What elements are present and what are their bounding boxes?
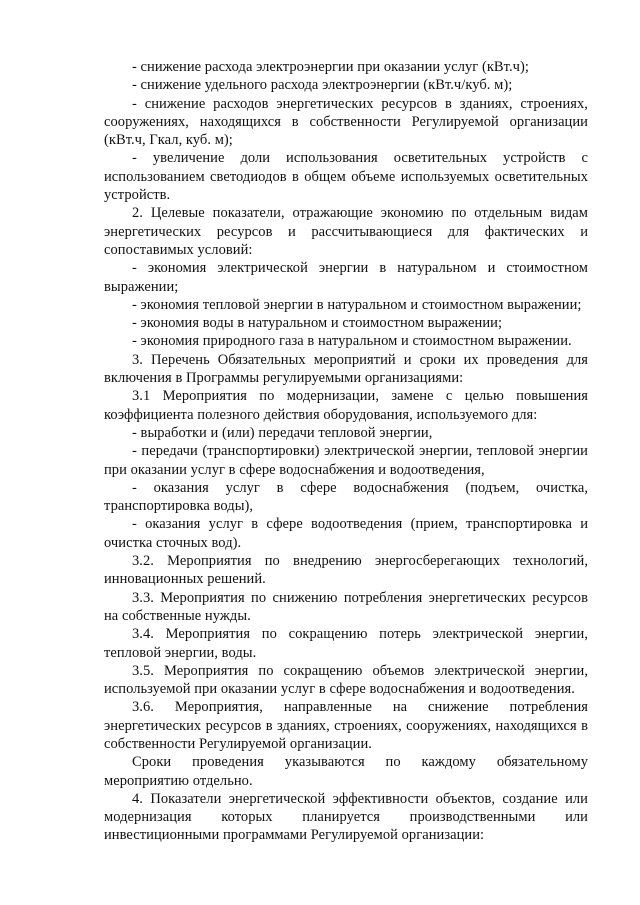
paragraph-16: 3.2. Мероприятия по внедрению энергосберегающих технологий, инновационных решений. (104, 553, 588, 588)
paragraph-12: - выработки и (или) передачи тепловой энергии, (132, 424, 433, 441)
paragraph-4: - увеличение доли использования осветительных устройств с использованием светодиодов в общем объеме используемых осветительных устройств. (104, 150, 588, 204)
paragraph-17: 3.3. Мероприятия по снижению потребления энергетических ресурсов на собственные нужды. (104, 589, 588, 624)
paragraph-6: - экономия электрической энергии в натуральном и стоимостном выражении; (104, 260, 588, 295)
paragraph-3: - снижение расходов энергетических ресурсов в зданиях, строениях, сооружениях, находящихся в собственности Регулируемой организации (кВт.ч, Гкал, куб. м); (104, 95, 588, 149)
paragraph-18: 3.4. Мероприятия по сокращению потерь электрической энергии, тепловой энергии, воды. (104, 626, 588, 661)
paragraph-21: Сроки проведения указываются по каждому обязательному мероприятию отдельно. (104, 754, 588, 789)
paragraph-5: 2. Целевые показатели, отражающие экономию по отдельным видам энергетических ресурсов и рассчитывающиеся для фактических и сопоставимых условий: (104, 205, 588, 258)
paragraph-13: - передачи (транспортировки) электрической энергии, тепловой энергии при оказании услуг в сфере водоснабжения и водоотведения, (104, 443, 588, 478)
paragraph-20: 3.6. Мероприятия, направленные на снижение потребления энергетических ресурсов в зданиях, строениях, сооружениях, находящихся в собственности Регулируемой организации. (104, 699, 588, 752)
paragraph-7: - экономия тепловой энергии в натуральном и стоимостном выражении; (132, 296, 582, 313)
paragraph-8: - экономия воды в натуральном и стоимостном выражении; (132, 315, 503, 332)
paragraph-9: - экономия природного газа в натуральном и стоимостном выражении. (132, 333, 572, 350)
paragraph-22: 4. Показатели энергетической эффективности объектов, создание или модернизация которых планируется производственными или инвестиционными программами Регулируемой организации: (104, 790, 588, 844)
paragraph-1: - снижение расхода электроэнергии при оказании услуг (кВт.ч); (132, 59, 529, 75)
paragraph-19: 3.5. Мероприятия по сокращению объемов электрической энергии, используемой при оказании услуг в сфере водоснабжения и водоотведения. (104, 662, 588, 698)
paragraph-10: 3. Перечень Обязательных мероприятий и сроки их проведения для включения в Программы регулируемыми организациями: (104, 351, 588, 387)
paragraph-2: - снижение удельного расхода электроэнергии (кВт.ч/куб. м); (132, 77, 513, 94)
paragraph-15: - оказания услуг в сфере водоотведения (прием, транспортировка и очистка сточных вод). (104, 516, 588, 551)
paragraph-14: - оказания услуг в сфере водоснабжения (подъем, очистка, транспортировка воды), (104, 479, 588, 515)
paragraph-11: 3.1 Мероприятия по модернизации, замене с целью повышения коэффициента полезного действия оборудования, используемого для: (104, 388, 588, 423)
